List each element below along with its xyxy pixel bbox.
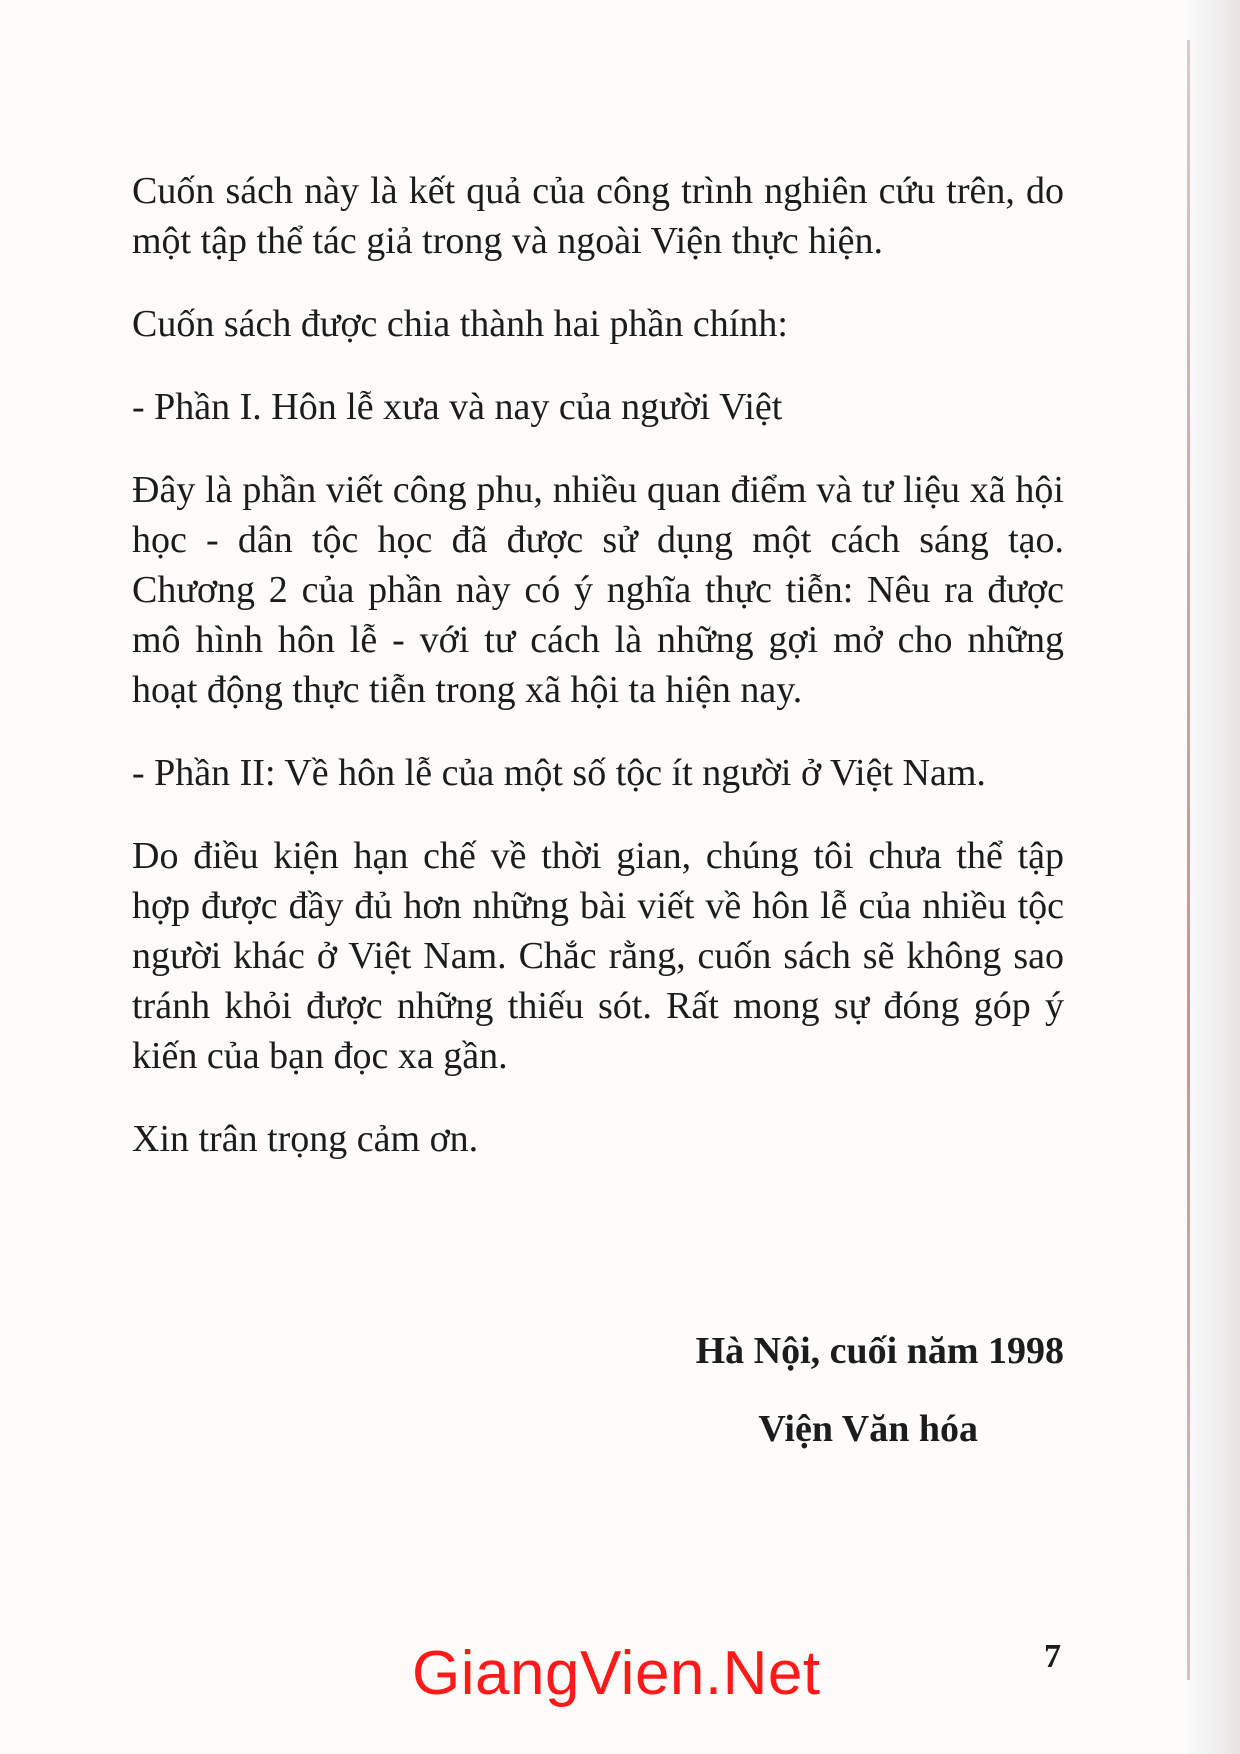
body-text bbox=[132, 166, 1064, 1197]
signature-place-date: Hà Nội, cuối năm 1998 bbox=[695, 1330, 1064, 1372]
paragraph-structure: Cuốn sách được chia thành hai phần chính: bbox=[132, 303, 788, 345]
binding-edge-line bbox=[1187, 40, 1190, 1680]
paragraph-part-one: - Phần I. Hôn lễ xưa và nay của người Việt bbox=[132, 386, 783, 428]
paragraph-limitations: Do điều kiện hạn chế về thời gian, chúng tôi chưa thể tập hợp được đầy đủ hơn những bài viết về hôn lễ của nhiều tộc người khác ở Việt Nam. Chắc rằng, cuốn sách sẽ không sao tránh khỏi được những thiếu sót. Rất mong sự đóng góp ý kiến của bạn đọc xa gần. bbox=[132, 835, 1064, 1077]
watermark-text: GiangVien.Net bbox=[412, 1639, 821, 1708]
paragraph-part-two: - Phần II: Về hôn lễ của một số tộc ít người ở Việt Nam. bbox=[132, 752, 986, 794]
paragraph-thanks: Xin trân trọng cảm ơn. bbox=[132, 1118, 479, 1160]
page-edge-shadow bbox=[1188, 0, 1240, 1754]
paragraph-intro: Cuốn sách này là kết quả của công trình nghiên cứu trên, do một tập thể tác giả trong và ngoài Viện thực hiện. bbox=[132, 170, 1064, 262]
signature-organization: Viện Văn hóa bbox=[758, 1408, 978, 1450]
page-number: 7 bbox=[1044, 1638, 1061, 1675]
paragraph-part-one-desc: Đây là phần viết công phu, nhiều quan điểm và tư liệu xã hội học - dân tộc học đã được sử dụng một cách sáng tạo. Chương 2 của phần này có ý nghĩa thực tiễn: Nêu ra được mô hình hôn lễ - với tư cách là những gợi mở cho những hoạt động thực tiễn trong xã hội ta hiện nay. bbox=[132, 469, 1064, 711]
